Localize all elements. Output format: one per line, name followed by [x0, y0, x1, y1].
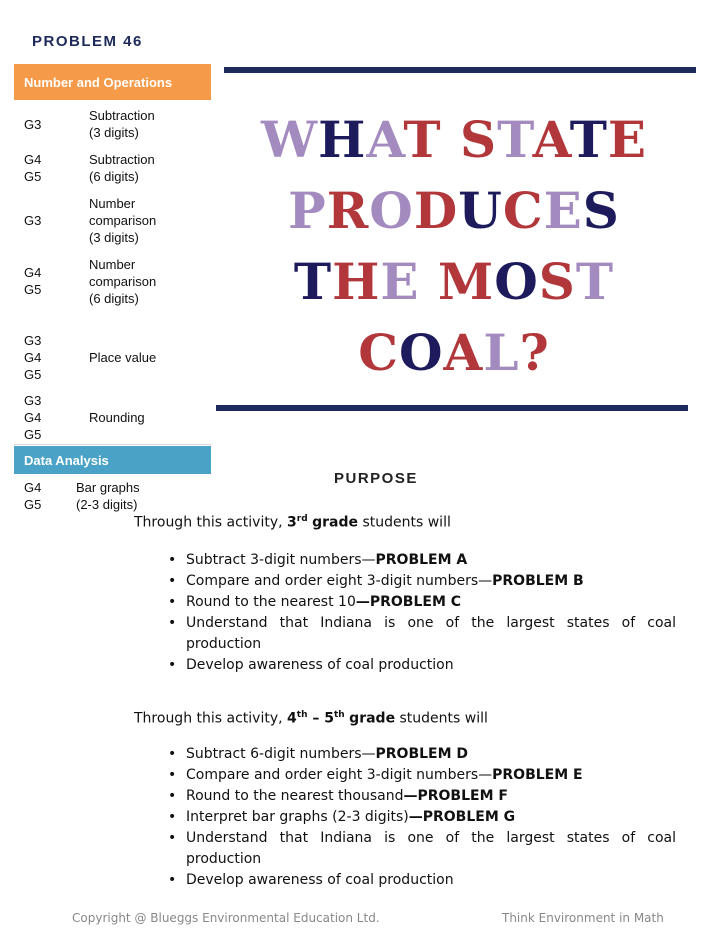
intro-text: Through this activity,: [134, 514, 288, 531]
objective-item: [168, 655, 676, 676]
title-rule-bottom: [216, 405, 688, 411]
title-letter: W: [260, 110, 319, 169]
grade-dash: –: [307, 710, 325, 727]
topic-line: comparison: [89, 212, 157, 228]
grade-label: G4: [24, 480, 42, 495]
grade-number: 3: [287, 514, 297, 531]
title-letter: T: [293, 252, 333, 311]
title-letter: S: [460, 110, 498, 169]
objective-text: Round to the nearest 10: [186, 594, 356, 610]
objective-text: Understand that Indiana is one of the largest states of coal production: [186, 830, 676, 867]
title-letter: A: [532, 110, 570, 169]
sidebar-row: [24, 390, 214, 444]
objective-item: [168, 828, 676, 870]
objective-item: [168, 870, 676, 891]
topic: [89, 390, 214, 444]
section-header-number-operations: Number and Operations: [14, 64, 211, 100]
grade-suffix-2: th: [334, 710, 345, 720]
topic: [89, 193, 214, 247]
topic-line: Number: [89, 195, 136, 211]
grade-label: G4: [24, 265, 42, 280]
title-letter: A: [366, 110, 404, 169]
topic: [89, 330, 214, 384]
sidebar-row: [24, 330, 214, 384]
grade-label: G3: [24, 212, 42, 228]
topic: [89, 254, 214, 308]
sidebar-row: [24, 150, 214, 186]
grade-word: grade: [312, 514, 359, 531]
main-title: [216, 104, 692, 388]
grade-levels: [24, 106, 89, 142]
topic-line: Number: [89, 256, 136, 272]
title-letter: [442, 110, 460, 169]
intro-text-end: students will: [395, 710, 488, 727]
objective-text: Develop awareness of coal production: [186, 657, 454, 673]
topic-line: (6 digits): [89, 169, 139, 184]
title-line: [216, 104, 692, 175]
topic: [89, 106, 214, 142]
topic-line: (2-3 digits): [76, 497, 138, 512]
topic-line: (6 digits): [89, 290, 139, 306]
topic-line: (3 digits): [89, 125, 139, 140]
topic-line: Bar graphs: [76, 480, 140, 495]
objective-text: Interpret bar graphs (2-3 digits): [186, 809, 409, 825]
sidebar-row: [24, 193, 214, 247]
title-letter: A: [443, 323, 484, 382]
problem-ref: —PROBLEM C: [355, 594, 462, 610]
problem-ref: —PROBLEM G: [408, 809, 516, 825]
title-letter: O: [398, 323, 444, 382]
topic: [89, 150, 214, 186]
title-letter: E: [607, 110, 648, 169]
intro-text: Through this activity,: [134, 710, 288, 727]
topic-line: Subtraction: [89, 152, 155, 167]
objective-item: [168, 592, 676, 613]
grade-label: G5: [24, 426, 42, 442]
title-letter: T: [575, 252, 615, 311]
title-line: [216, 175, 692, 246]
grade-label: G3: [24, 116, 42, 132]
title-letter: H: [332, 252, 381, 311]
title-letter: O: [494, 252, 539, 311]
footer-tagline: Think Environment in Math: [502, 911, 664, 925]
grade-label: G3: [24, 392, 42, 408]
title-letter: T: [403, 110, 442, 169]
sidebar-row: [24, 106, 214, 142]
title-line: [216, 246, 692, 317]
objective-item: [168, 786, 676, 807]
title-letter: P: [288, 181, 327, 240]
objectives-list-grade-4-5: [168, 744, 676, 891]
section-header-data-analysis: Data Analysis: [14, 446, 211, 474]
objective-item: [168, 744, 676, 765]
objective-text: Understand that Indiana is one of the largest states of coal production: [186, 615, 676, 652]
title-rule-top: [224, 67, 696, 73]
objective-text: Round to the nearest thousand: [186, 788, 404, 804]
grade-label: G4: [24, 152, 42, 167]
grade-number-2: 5: [324, 710, 334, 727]
grade-suffix: th: [296, 710, 308, 720]
sidebar-row: [24, 254, 214, 308]
title-letter: C: [502, 181, 544, 240]
title-letter: H: [318, 110, 367, 169]
grade-label: G5: [24, 282, 42, 297]
topic-line: comparison: [89, 273, 157, 289]
grade-levels: [24, 478, 76, 514]
objective-text: Compare and order eight 3-digit numbers—: [186, 573, 493, 589]
grade-label: G4: [24, 349, 42, 365]
objective-item: [168, 807, 676, 828]
title-letter: D: [413, 181, 459, 240]
objective-item: [168, 550, 676, 571]
objective-item: [168, 571, 676, 592]
topic: [76, 478, 214, 514]
objective-item: [168, 765, 676, 786]
sidebar-divider: [14, 444, 211, 445]
intro-grade-3: [134, 514, 451, 531]
problem-label: PROBLEM 46: [32, 33, 143, 50]
grade-label: G4: [24, 409, 42, 425]
title-letter: E: [380, 252, 420, 311]
title-line: [216, 317, 692, 388]
objective-item: [168, 613, 676, 655]
grade-levels: [24, 390, 89, 444]
title-letter: L: [483, 323, 520, 382]
title-letter: R: [326, 181, 370, 240]
grade-label: G5: [24, 169, 42, 184]
topic-line: Place value: [89, 349, 157, 365]
title-letter: S: [582, 181, 620, 240]
problem-ref: PROBLEM D: [375, 746, 469, 762]
problem-ref: PROBLEM B: [492, 573, 584, 589]
problem-ref: PROBLEM E: [492, 767, 583, 783]
topic-line: (3 digits): [89, 229, 139, 245]
title-letter: S: [538, 252, 576, 311]
title-letter: [419, 252, 437, 311]
grade-levels: [24, 150, 89, 186]
problem-ref: PROBLEM A: [375, 552, 468, 568]
grade-number: 4: [287, 710, 297, 727]
problem-ref: —PROBLEM F: [403, 788, 508, 804]
purpose-heading: PURPOSE: [334, 470, 418, 487]
title-letter: ?: [519, 323, 550, 382]
topic-line: Rounding: [89, 409, 145, 425]
title-letter: M: [437, 252, 495, 311]
grade-levels: [24, 330, 89, 384]
grade-word: grade: [349, 710, 396, 727]
title-letter: T: [497, 110, 533, 169]
title-letter: C: [358, 323, 399, 382]
title-letter: O: [369, 181, 414, 240]
topic-line: Subtraction: [89, 108, 155, 123]
grade-label: G5: [24, 497, 42, 512]
sidebar-row: [24, 478, 214, 514]
grade-suffix: rd: [296, 514, 308, 524]
grade-label: G5: [24, 366, 42, 382]
title-letter: U: [458, 181, 503, 240]
grade-levels: [24, 193, 89, 247]
footer-copyright: Copyright @ Blueggs Environmental Education Ltd.: [72, 911, 380, 925]
objectives-list-grade-3: [168, 550, 676, 676]
grade-levels: [24, 254, 89, 308]
title-letter: E: [543, 181, 583, 240]
objective-text: Compare and order eight 3-digit numbers—: [186, 767, 493, 783]
intro-grade-4-5: [134, 710, 488, 727]
objective-text: Develop awareness of coal production: [186, 872, 454, 888]
objective-text: Subtract 6-digit numbers—: [186, 746, 376, 762]
objective-text: Subtract 3-digit numbers—: [186, 552, 376, 568]
title-letter: T: [569, 110, 608, 169]
intro-text-end: students will: [358, 514, 451, 531]
grade-label: G3: [24, 332, 42, 348]
